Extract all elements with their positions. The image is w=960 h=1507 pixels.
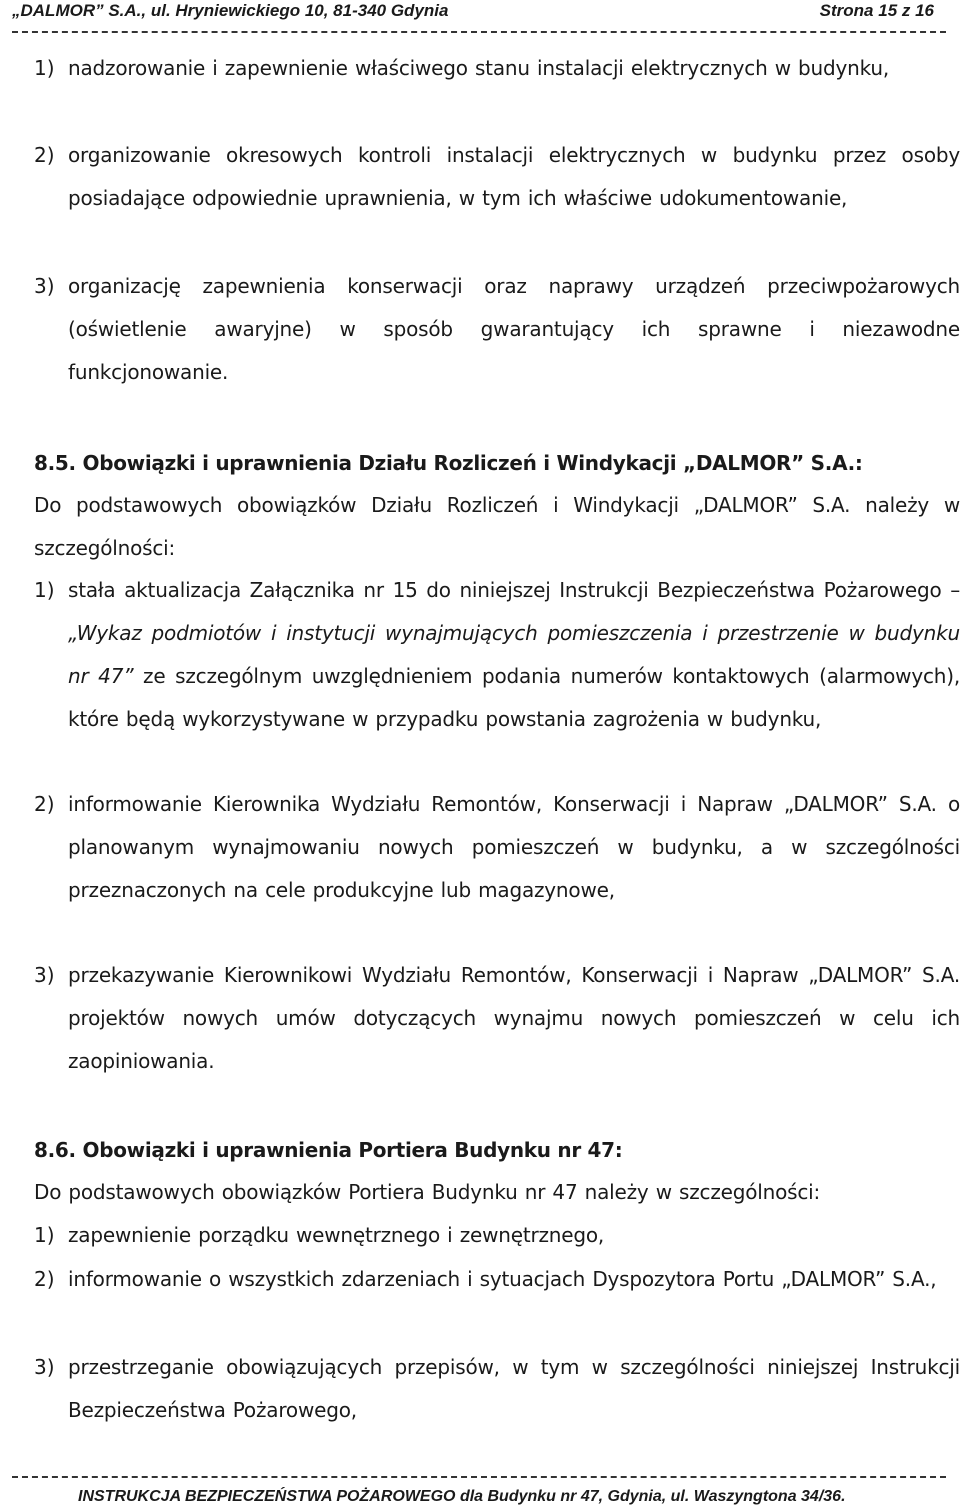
list-item-text <box>68 569 960 741</box>
list-item-text: organizowanie okresowych kontroli instalacji elektrycznych w budynku przez osoby posiadające odpowiednie uprawnienia, w tym ich właściwe udokumentowanie, <box>68 143 960 210</box>
section-8-6-intro: Do podstawowych obowiązków Portiera Budynku nr 47 należy w szczególności: <box>34 1180 821 1204</box>
list-item-text: informowanie Kierownika Wydziału Remontów, Konserwacji i Napraw „DALMOR” S.A. o planowanym wynajmowaniu nowych pomieszczeń w budynku, a w szczególności przeznaczonych na cele produkcyjne lub magazynowe, <box>68 792 960 902</box>
footer-divider <box>12 1476 946 1478</box>
list-item-number: 1) <box>34 56 55 80</box>
list-item-number: 3) <box>34 963 55 987</box>
list-item-text: zapewnienie porządku wewnętrznego i zewnętrznego, <box>68 1223 605 1247</box>
list-item-number: 2) <box>34 143 55 167</box>
page-footer: INSTRUKCJA BEZPIECZEŃSTWA POŻAROWEGO dla Budynku nr 47, Gdynia, ul. Waszyngtona 34/36. <box>78 1488 846 1505</box>
list-item-text: nadzorowanie i zapewnienie właściwego stanu instalacji elektrycznych w budynku, <box>68 56 889 80</box>
list-item-number: 3) <box>34 1355 55 1379</box>
section-8-5-heading: 8.5. Obowiązki i uprawnienia Działu Rozliczeń i Windykacji „DALMOR” S.A.: <box>34 451 863 475</box>
annex-title: „Wykaz podmiotów i instytucji wynajmujących pomieszczenia i przestrzenie w budynku nr 47” <box>68 621 960 688</box>
list-item-number: 2) <box>34 792 55 816</box>
section-8-5-intro: Do podstawowych obowiązków Działu Rozliczeń i Windykacji „DALMOR” S.A. należy w szczególności: <box>34 493 960 560</box>
list-item-text-part: stała aktualizacja Załącznika nr 15 do niniejszej Instrukcji Bezpieczeństwa Pożarowego – <box>68 578 960 602</box>
list-item-text: przestrzeganie obowiązujących przepisów, w tym w szczególności niniejszej Instrukcji Bezpieczeństwa Pożarowego, <box>68 1355 960 1422</box>
page-header <box>12 0 948 22</box>
list-item-number: 1) <box>34 1223 55 1247</box>
list-item-number: 2) <box>34 1267 55 1291</box>
header-company-address: „DALMOR” S.A., ul. Hryniewickiego 10, 81-340 Gdynia <box>12 1 449 20</box>
list-item-text: informowanie o wszystkich zdarzeniach i sytuacjach Dyspozytora Portu „DALMOR” S.A., <box>68 1267 937 1291</box>
list-item-text: organizację zapewnienia konserwacji oraz naprawy urządzeń przeciwpożarowych (oświetlenie awaryjne) w sposób gwarantujący ich sprawne i niezawodne funkcjonowanie. <box>68 274 960 384</box>
header-page-number: Strona 15 z 16 <box>819 1 934 20</box>
list-item-text-part: ze szczególnym uwzględnieniem podania numerów kontaktowych (alarmowych), które będą wykorzystywane w przypadku powstania zagrożenia w budynku, <box>68 664 960 731</box>
list-item-number: 3) <box>34 274 55 298</box>
header-divider <box>12 31 946 33</box>
section-8-6-heading: 8.6. Obowiązki i uprawnienia Portiera Budynku nr 47: <box>34 1138 623 1162</box>
list-item-number: 1) <box>34 578 55 602</box>
list-item-text: przekazywanie Kierownikowi Wydziału Remontów, Konserwacji i Napraw „DALMOR” S.A. projektów nowych umów dotyczących wynajmu nowych pomieszczeń w celu ich zaopiniowania. <box>68 963 960 1073</box>
